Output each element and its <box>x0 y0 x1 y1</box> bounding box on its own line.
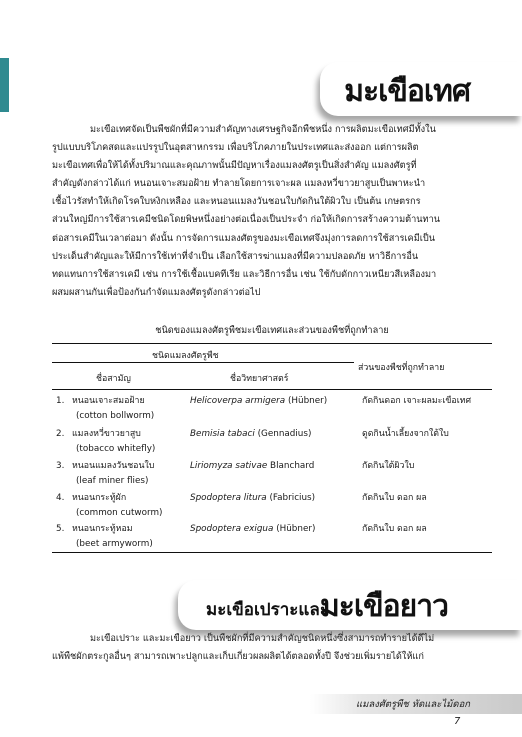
pest-scientific-author: (Hübner) <box>287 396 328 406</box>
page-number: 7 <box>454 716 461 727</box>
pest-english-name: (beet armyworm) <box>76 539 153 549</box>
section2-paragraph <box>52 630 492 666</box>
paragraph-line: ต่อสารเคมีในเวลาต่อมา ดังนั้น การจัดการแมลงศัตรูของมะเขือเทศจึงมุ่งการลดการใช้สารเคมีเป็น <box>52 232 436 244</box>
row-number: 1. <box>56 396 65 406</box>
pest-scientific-genus: Bemisia tabaci <box>190 429 255 439</box>
row-number: 3. <box>56 461 65 471</box>
table-row <box>52 394 492 426</box>
pest-english-name: (cotton bollworm) <box>76 411 155 421</box>
pest-thai-name: หนอนเจาะสมอฝ้าย <box>72 396 145 406</box>
paragraph-line: รูปแบบบริโภคสดและแปรรูปในอุตสาหกรรม เพื่อบริโภคภายในประเทศและส่งออก แต่การผลิต <box>52 142 419 154</box>
pest-english-name: (common cutworm) <box>76 508 163 518</box>
pest-scientific-author: (Fabricius) <box>269 493 316 503</box>
pest-scientific-author: (Gennadius) <box>257 429 312 439</box>
page-title: มะเขือเทศ <box>344 74 470 109</box>
row-number: 5. <box>56 524 65 534</box>
paragraph-line: มะเขือเปราะ และมะเขือยาว เป็นพืชผักที่มีความสำคัญชนิดหนึ่งซึ่งสามารถทำรายได้ดีไม่ <box>90 633 435 644</box>
pest-common-name-cell <box>56 491 196 521</box>
pest-scientific-name-cell <box>190 522 315 537</box>
pest-scientific-author: (Hübner) <box>276 524 316 534</box>
table-header-common: ชื่อสามัญ <box>96 374 131 384</box>
section2-title-big: มะเขือยาว <box>320 589 448 624</box>
pest-scientific-genus: Helicoverpa armigera <box>190 396 286 406</box>
table-row <box>52 427 492 459</box>
row-number: 4. <box>56 493 65 503</box>
paragraph-line: สำคัญดังกล่าวได้แก่ หนอนเจาะสมอฝ้าย ทำลายโดยการเจาะผล แมลงหวี่ขาวยาสูบเป็นพาหะนำ <box>52 178 426 190</box>
table-row <box>52 491 492 523</box>
row-number: 2. <box>56 429 65 439</box>
table-header-scientific: ชื่อวิทยาศาสตร์ <box>230 374 289 384</box>
pest-scientific-name-cell <box>190 459 314 474</box>
pest-scientific-author: Blanchard <box>270 461 315 471</box>
damage-cell: กัดกินดอก เจาะผลมะเขือเทศ <box>362 396 472 406</box>
pest-scientific-name-cell <box>190 427 311 442</box>
table-row <box>52 459 492 491</box>
paragraph-line: มะเขือเทศจัดเป็นพืชผักที่มีความสำคัญทางเศรษฐกิจอีกพืชหนึ่ง การผลิตมะเขือเทศมีทั้งใน <box>90 124 436 135</box>
pest-thai-name: หนอนแมลงวันชอนใบ <box>72 461 155 471</box>
section2-title-small: มะเขือเปราะและ <box>206 600 329 620</box>
paragraph-line: ทดแทนการใช้สารเคมี เช่น การใช้เชื้อแบคทีเรีย และวิธีการอื่น เช่น ใช้กับดักกาวเหนียวสีเหลืองมา <box>52 268 437 280</box>
pest-english-name: (leaf miner flies) <box>76 476 149 486</box>
pest-scientific-genus: Spodoptera litura <box>190 493 267 503</box>
paragraph-line: ส่วนใหญ่มีการใช้สารเคมีชนิดโดยพิษหนึ่งอย่างต่อเนื่องเป็นประจำ ก่อให้เกิดการสร้างความต้านทาน <box>52 214 441 226</box>
pest-scientific-name-cell <box>190 491 315 506</box>
damage-cell: กัดกินใต้ผิวใบ <box>362 461 415 471</box>
paragraph-line: แพ้พืชผักตระกูลอื่นๆ สามารถเพาะปลูกและเก็บเกี่ยวผลผลิตได้ตลอดทั้งปี จึงช่วยเพิ่มรายได้ให้แก่ <box>52 651 424 663</box>
pest-thai-name: แมลงหวี่ขาวยาสูบ <box>72 429 141 439</box>
footer-text: แมลงศัตรูพืช หัดและไม้ดอก <box>356 699 471 710</box>
table-rule-bottom <box>52 552 492 553</box>
table-rule-head <box>52 389 492 390</box>
footer-bar <box>310 694 522 714</box>
pest-scientific-genus: Spodoptera exigua <box>190 524 274 534</box>
pest-scientific-genus: Liriomyza sativae <box>190 461 268 471</box>
pest-scientific-name-cell <box>190 394 327 409</box>
damage-cell: กัดกินใบ ดอก ผล <box>362 493 427 503</box>
section2-banner <box>178 580 522 630</box>
title-banner <box>320 62 522 116</box>
paragraph-line: เชื้อไวรัสทำให้เกิดโรคใบหงิกเหลือง และหนอนแมลงวันชอนใบกัดกินใต้ผิวใบ เป็นต้น เกษตรกร <box>52 196 421 208</box>
pest-common-name-cell <box>56 427 196 457</box>
chapter-side-tab <box>0 58 9 112</box>
table-rule-top <box>52 343 492 344</box>
paragraph-line: ผสมผสานกันเพื่อป้องกันกำจัดแมลงศัตรูดังกล่าวต่อไป <box>52 286 261 298</box>
table-header-damage: ส่วนของพืชที่ถูกทำลาย <box>358 363 445 373</box>
paragraph-line: มะเขือเทศเพื่อให้ได้ทั้งปริมาณและคุณภาพนั้นมีปัญหาเรื่องแมลงศัตรูเป็นสิ่งสำคัญ แมลงศัตรูที่ <box>52 160 417 172</box>
table-row <box>52 522 492 554</box>
pest-thai-name: หนอนกระทู้หอม <box>72 524 133 534</box>
pest-english-name: (tobacco whitefly) <box>76 444 156 454</box>
table-group-header: ชนิดแมลงศัตรูพืช <box>152 351 219 361</box>
intro-paragraph <box>52 121 492 302</box>
pest-thai-name: หนอนกระทู้ผัก <box>72 493 127 503</box>
paragraph-line: ประเด็นสำคัญและให้มีการใช้เท่าที่จำเป็น เลือกใช้สารฆ่าแมลงที่มีความปลอดภัย หาวิธีการอื่น <box>52 250 419 262</box>
table-rule-sub <box>52 362 354 363</box>
pest-common-name-cell <box>56 522 196 552</box>
pest-common-name-cell <box>56 459 196 489</box>
pest-common-name-cell <box>56 394 196 424</box>
damage-cell: ดูดกินน้ำเลี้ยงจากใต้ใบ <box>362 429 449 439</box>
table-caption: ชนิดของแมลงศัตรูพืชมะเขือเทศและส่วนของพืชที่ถูกทำลาย <box>155 325 389 336</box>
damage-cell: กัดกินใบ ดอก ผล <box>362 524 427 534</box>
